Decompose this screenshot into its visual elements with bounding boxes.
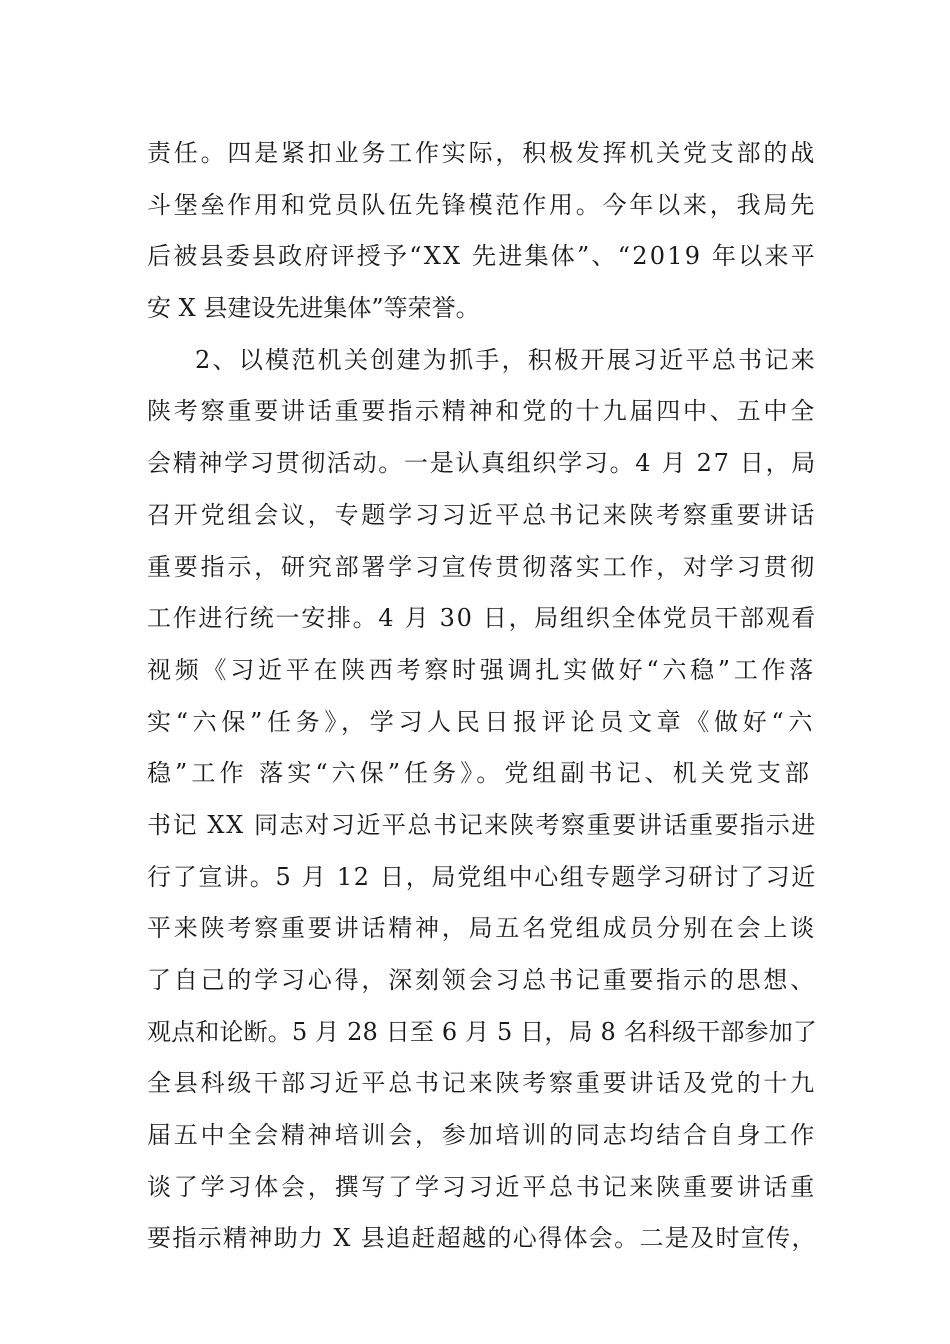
text-line: 工作进行统一安排。4 月 30 日，局组织全体党员干部观看 xyxy=(147,604,817,633)
text-line: 视频《习近平在陕西考察时强调扎实做好“六稳”工作落 xyxy=(147,655,818,684)
text-line: 安 X 县建设先进集体”等荣誉。 xyxy=(147,294,480,323)
text-line: 谈了学习体会，撰写了学习习近平总书记来陕重要讲话重 xyxy=(147,1172,817,1201)
paragraph-start-line: 2、以模范机关创建为抓手，积极开展习近平总书记来 xyxy=(195,345,817,374)
text-line: 行了宣讲。5 月 12 日，局党组中心组专题学习研讨了习近 xyxy=(147,862,817,891)
text-line: 平来陕考察重要讲话精神，局五名党组成员分别在会上谈 xyxy=(147,914,817,943)
text-line: 稳”工作 落实“六保”任务》。党组副书记、机关党支部 xyxy=(147,759,813,788)
body-text xyxy=(147,128,817,1265)
text-line: 陕考察重要讲话重要指示精神和党的十九届四中、五中全 xyxy=(147,397,817,426)
text-line: 书记 XX 同志对习近平总书记来陕考察重要讲话重要指示进 xyxy=(147,810,817,839)
text-line: 斗堡垒作用和党员队伍先锋模范作用。今年以来，我局先 xyxy=(147,190,817,219)
text-line: 实“六保”任务》，学习人民日报评论员文章《做好“六 xyxy=(147,707,818,736)
text-line: 后被县委县政府评授予“XX 先进集体”、“2019 年以来平 xyxy=(147,242,817,271)
text-line: 召开党组会议，专题学习习近平总书记来陕考察重要讲话 xyxy=(147,500,817,529)
text-line: 全县科级干部习近平总书记来陕考察重要讲话及党的十九 xyxy=(147,1069,817,1098)
text-line: 了自己的学习心得，深刻领会习总书记重要指示的思想、 xyxy=(147,966,817,994)
text-line: 观点和论断。5 月 28 日至 6 月 5 日，局 8 名科级干部参加了 xyxy=(147,1017,818,1046)
text-line: 责任。四是紧扣业务工作实际，积极发挥机关党支部的战 xyxy=(147,139,817,167)
text-line: 会精神学习贯彻活动。一是认真组织学习。4 月 27 日，局 xyxy=(147,449,817,478)
text-line: 重要指示，研究部署学习宣传贯彻落实工作，对学习贯彻 xyxy=(147,552,817,581)
text-line: 要指示精神助力 X 县追赶超越的心得体会。二是及时宣传， xyxy=(147,1224,817,1253)
text-line: 届五中全会精神培训会，参加培训的同志均结合自身工作 xyxy=(147,1121,817,1150)
